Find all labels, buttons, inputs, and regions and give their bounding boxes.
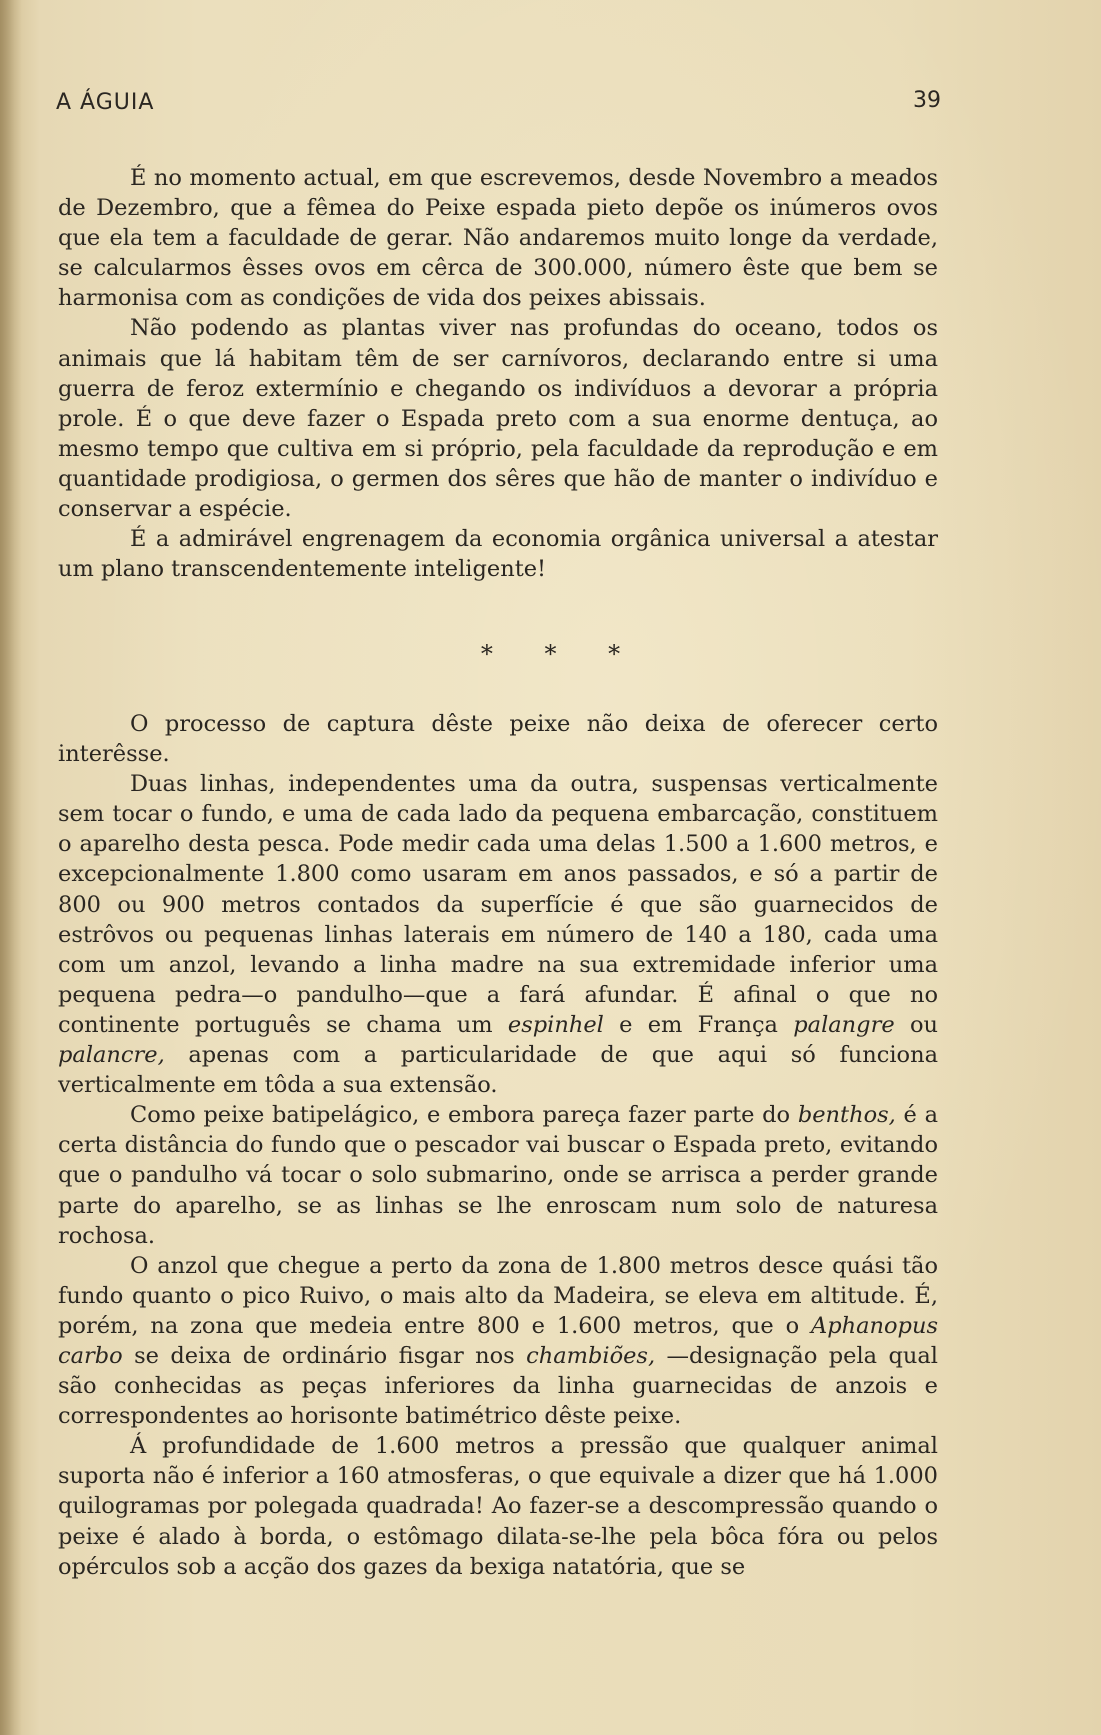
- running-title: A ÁGUIA: [56, 90, 155, 115]
- p7-text-a: O anzol que chegue a perto da zona de 1.800 metros desce quási tão fundo quanto o pico Ruivo, o mais alto da Madeira, se eleva em altitude. É, porém, na zona que medeia entre 800 e 1.600 metros, que o: [58, 1252, 938, 1339]
- page-number: 39: [913, 88, 941, 113]
- p7-term-aphanopus: Aphanopus carbo: [58, 1312, 938, 1369]
- text-block-bottom: [58, 709, 938, 1582]
- p6-text-c: é a certa distância do fundo que o pescador vai buscar o Espada preto, evitando que o pandulho vá tocar o solo submarino, onde se arrisca a perder grande parte do aparelho, se as linhas se lhe enroscam num solo de naturesa rochosa.: [58, 1102, 938, 1249]
- p5-term-palangre: palangre: [793, 1011, 895, 1038]
- p7-text-c: se deixa de ordinário fisgar nos: [122, 1342, 527, 1369]
- p7-text-e: —designação pela qual são conhecidas as peças inferiores da linha guarnecidas de anzois e correspondentes ao horisonte batimétrico dêste peixe.: [58, 1342, 938, 1430]
- paragraph-2: Não podendo as plantas viver nas profundas do oceano, todos os animais que lá habitam têm de ser carnívoros, declarando entre si uma guerra de feroz extermínio e chegando os indivíduos a devorar a própria prole. É o que deve fazer o Espada preto com a sua enorme dentuça, ao mesmo tempo que cultiva em si próprio, pela faculdade da reprodução e em quantidade prodigiosa, o germen dos sêres que hão de manter o indivíduo e conservar a espécie.: [58, 315, 938, 523]
- p5-text-a: Duas linhas, independentes uma da outra, suspensas verticalmente sem tocar o fundo, e uma de cada lado da pequena embarcação, constituem o aparelho desta pesca. Pode medir cada uma delas 1.500 a 1.600 metros, e excepcionalmente 1.800 como usaram em anos passados, e só a partir de 800 ou 900 metros contados da superfície é que são guarnecidos de estrôvos ou pequenas linhas laterais em número de 140 a 180, cada uma com um anzol, levando a linha madre na sua extremidade inferior uma pequena pedra—o pandulho—que a fará afundar. É afinal o que no continente português se chama um: [58, 771, 938, 1038]
- section-separator: * * *: [480, 640, 643, 668]
- paragraph-6: [58, 1100, 938, 1250]
- p5-term-espinhel: espinhel: [507, 1011, 604, 1038]
- p7-term-chambioes: chambiões,: [526, 1342, 656, 1369]
- paragraph-7: [58, 1251, 938, 1432]
- paragraph-4: O processo de captura dêste peixe não deixa de oferecer certo interêsse.: [58, 711, 938, 768]
- p5-text-e: ou: [894, 1011, 938, 1038]
- p5-term-palancre: palancre,: [58, 1042, 165, 1069]
- paragraph-5: [58, 769, 938, 1100]
- paragraph-3: É a admirável engrenagem da economia orgânica universal a atestar um plano transcendentemente inteligente!: [58, 526, 938, 583]
- p5-text-c: e em França: [603, 1011, 794, 1038]
- p6-text-a: Como peixe batipelágico, e embora pareça fazer parte do: [130, 1102, 798, 1129]
- paragraph-1: É no momento actual, em que escrevemos, desde Novembro a meados de Dezembro, que a fêmea do Peixe espada pieto depõe os inúmeros ovos que ela tem a faculdade de gerar. Não andaremos muito longe da verdade, se calcularmos êsses ovos em cêrca de 300.000, número êste que bem se harmonisa com as condições de vida dos peixes abissais.: [58, 165, 938, 312]
- text-block-top: [58, 163, 938, 584]
- paragraph-8: Á profundidade de 1.600 metros a pressão que qualquer animal suporta não é inferior a 160 atmosferas, o que equivale a dizer que há 1.000 quilogramas por polegada quadrada! Ao fazer-se a descompressão quando o peixe é alado à borda, o estômago dilata-se-lhe pela bôca fóra ou pelos opérculos sob a acção dos gazes da bexiga natatória, que se: [58, 1433, 938, 1580]
- page-binding-shadow: [0, 0, 22, 1735]
- p5-text-g: apenas com a particularidade de que aqui só funciona verticalmente em tôda a sua extensão.: [58, 1042, 938, 1099]
- p6-term-benthos: benthos,: [797, 1102, 896, 1129]
